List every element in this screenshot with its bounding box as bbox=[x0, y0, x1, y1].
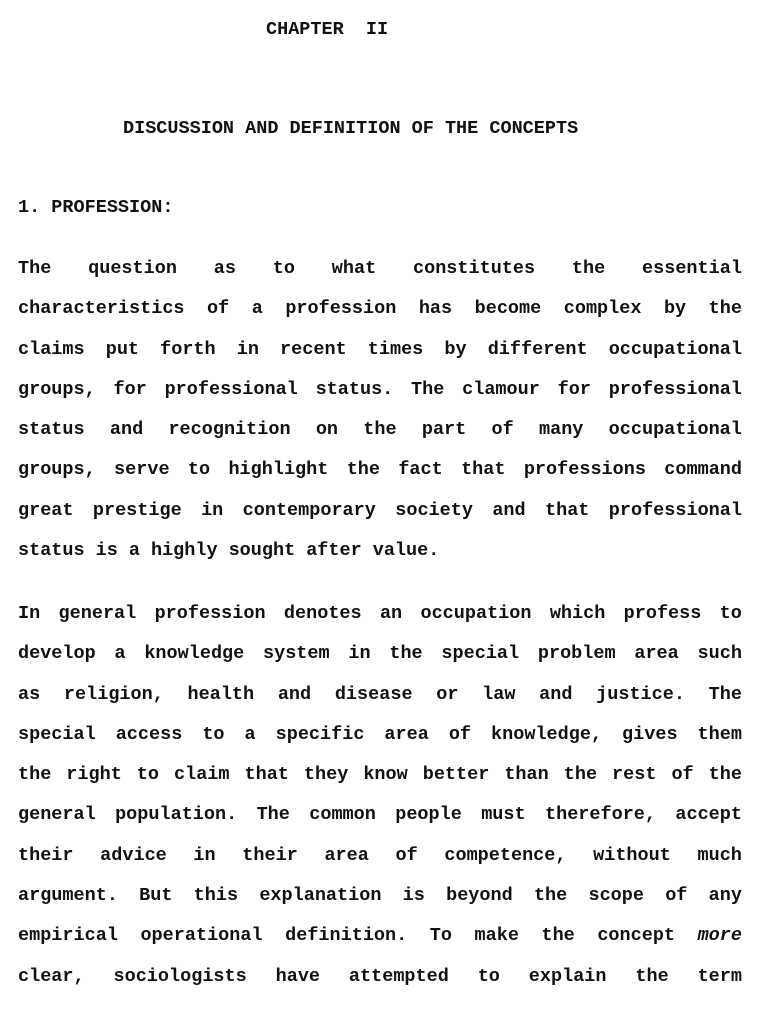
word: must bbox=[481, 804, 526, 826]
text-line bbox=[18, 458, 742, 498]
word: a bbox=[114, 643, 126, 665]
word: much bbox=[697, 844, 742, 866]
word: explanation bbox=[259, 885, 382, 907]
word: professional bbox=[164, 378, 298, 400]
paragraph bbox=[18, 602, 742, 1005]
word: highlight bbox=[228, 459, 329, 481]
word: clamour bbox=[462, 378, 540, 400]
word: as bbox=[18, 683, 41, 705]
word: develop bbox=[18, 643, 96, 665]
text-line bbox=[18, 418, 742, 458]
word: term bbox=[697, 965, 742, 987]
word: common bbox=[309, 804, 376, 826]
word: disease bbox=[334, 683, 413, 705]
word: and bbox=[277, 683, 312, 705]
word: professional bbox=[608, 499, 742, 521]
word: recent bbox=[280, 338, 347, 360]
word: clear, bbox=[18, 965, 85, 987]
word: gives bbox=[622, 723, 678, 745]
word: as bbox=[213, 258, 236, 279]
word: status bbox=[18, 419, 85, 441]
word: contemporary bbox=[242, 499, 376, 521]
word: the bbox=[363, 419, 397, 441]
word: groups, bbox=[18, 459, 96, 481]
word: than bbox=[504, 764, 549, 786]
word: definition. bbox=[285, 925, 408, 947]
word: and bbox=[492, 499, 526, 521]
word: to bbox=[719, 603, 742, 624]
word: after bbox=[306, 540, 362, 562]
word: such bbox=[697, 643, 742, 665]
word: The bbox=[256, 804, 290, 826]
word: that bbox=[244, 764, 289, 786]
word: profession bbox=[285, 298, 397, 320]
word: status bbox=[18, 540, 85, 562]
word: the bbox=[635, 965, 669, 987]
text-line bbox=[18, 602, 742, 642]
word: many bbox=[538, 419, 584, 441]
word: area bbox=[384, 723, 429, 745]
word: sought bbox=[228, 540, 296, 562]
word: put bbox=[105, 338, 140, 360]
word: the bbox=[571, 258, 606, 279]
word: area bbox=[634, 643, 679, 665]
word: become bbox=[474, 298, 542, 320]
word: of bbox=[665, 885, 688, 907]
word: by bbox=[663, 298, 687, 320]
word: to bbox=[187, 459, 211, 481]
text-line bbox=[18, 338, 742, 378]
word: health bbox=[187, 683, 255, 705]
word: operational bbox=[140, 925, 263, 947]
word: question bbox=[88, 258, 177, 279]
word: or bbox=[436, 683, 459, 705]
word: what bbox=[331, 258, 377, 279]
section-heading: 1. PROFESSION: bbox=[18, 197, 174, 218]
text-line bbox=[18, 297, 742, 337]
word: have bbox=[275, 965, 321, 987]
word: The bbox=[708, 683, 742, 705]
word: great bbox=[18, 499, 74, 521]
word: claim bbox=[174, 764, 230, 786]
word: more bbox=[697, 925, 742, 947]
text-line bbox=[18, 965, 742, 1005]
text-line bbox=[18, 683, 742, 723]
word: essential bbox=[642, 258, 742, 279]
word: access bbox=[115, 723, 183, 745]
word: specific bbox=[275, 723, 365, 745]
word: general bbox=[58, 603, 137, 624]
word: they bbox=[303, 764, 349, 786]
word: argument. bbox=[18, 885, 118, 907]
word: and bbox=[109, 419, 144, 441]
word: recognition bbox=[168, 419, 291, 441]
word: occupational bbox=[608, 338, 742, 360]
word: is bbox=[402, 885, 425, 907]
word: right bbox=[66, 764, 122, 786]
word: The bbox=[18, 258, 52, 279]
word: part bbox=[421, 419, 467, 441]
word: any bbox=[708, 885, 742, 907]
word: justice. bbox=[596, 683, 685, 705]
word: is bbox=[95, 540, 118, 562]
word: characteristics bbox=[18, 298, 185, 320]
paragraph bbox=[18, 257, 742, 579]
word: profess bbox=[623, 603, 702, 624]
word: that bbox=[461, 459, 506, 481]
word: system bbox=[263, 643, 330, 665]
word: competence, bbox=[444, 844, 567, 866]
text-line bbox=[18, 924, 742, 964]
text-line bbox=[18, 803, 742, 843]
word: better bbox=[422, 764, 490, 786]
word: for bbox=[557, 378, 591, 400]
word: rest bbox=[612, 764, 657, 786]
word: the bbox=[708, 764, 742, 786]
word: The bbox=[411, 378, 445, 400]
word: attempted bbox=[348, 965, 449, 987]
word: and bbox=[539, 683, 573, 705]
word: scope bbox=[588, 885, 644, 907]
word: of bbox=[207, 298, 230, 320]
word: sociologists bbox=[113, 965, 247, 987]
word: the bbox=[389, 643, 423, 665]
text-line bbox=[18, 723, 742, 763]
word: a bbox=[128, 540, 140, 562]
word: law bbox=[482, 683, 516, 705]
word: explain bbox=[528, 965, 607, 987]
word: them bbox=[697, 723, 742, 745]
word: area bbox=[324, 844, 369, 866]
word: of bbox=[671, 764, 694, 786]
word: occupational bbox=[608, 419, 742, 441]
chapter-title: DISCUSSION AND DEFINITION OF THE CONCEPTS bbox=[123, 118, 579, 139]
word: the bbox=[708, 298, 742, 320]
word: in bbox=[348, 643, 371, 665]
word: highly bbox=[150, 540, 218, 562]
word: people bbox=[395, 804, 462, 826]
text-line bbox=[18, 642, 742, 682]
word: to bbox=[202, 723, 225, 745]
word: complex bbox=[563, 298, 642, 320]
word: to bbox=[136, 764, 160, 786]
word: for bbox=[113, 378, 147, 400]
text-line bbox=[18, 763, 742, 803]
word: in bbox=[236, 338, 259, 360]
word: general bbox=[18, 804, 96, 826]
word: a bbox=[251, 298, 263, 320]
word: profession bbox=[154, 603, 266, 624]
word: their bbox=[242, 844, 298, 866]
word: empirical bbox=[18, 925, 118, 947]
word: the bbox=[563, 764, 598, 786]
word: to bbox=[272, 258, 295, 279]
word: know bbox=[363, 764, 408, 786]
word: occupation bbox=[420, 603, 532, 624]
word: without bbox=[593, 844, 671, 866]
word: problem bbox=[537, 643, 616, 665]
word: therefore, bbox=[544, 804, 657, 826]
word: of bbox=[491, 419, 514, 441]
word: status. bbox=[315, 378, 394, 400]
word: advice bbox=[100, 844, 167, 866]
word: that bbox=[544, 499, 590, 521]
word: population. bbox=[115, 804, 238, 826]
chapter-heading: CHAPTER II bbox=[266, 19, 389, 40]
word: concept bbox=[597, 925, 676, 947]
word: has bbox=[418, 298, 453, 320]
text-line bbox=[18, 378, 742, 418]
word: In bbox=[18, 603, 41, 624]
word: accept bbox=[675, 804, 742, 826]
word: constitutes bbox=[412, 258, 536, 279]
word: professional bbox=[608, 378, 742, 400]
word: different bbox=[487, 338, 588, 360]
word: special bbox=[18, 723, 96, 745]
word: in bbox=[201, 499, 224, 521]
word: value. bbox=[372, 540, 440, 562]
word: fact bbox=[398, 459, 443, 481]
text-line bbox=[18, 844, 742, 884]
text-line bbox=[18, 499, 742, 539]
word: their bbox=[18, 844, 74, 866]
word: professions bbox=[523, 459, 646, 481]
word: a bbox=[244, 723, 256, 745]
word: the bbox=[541, 925, 575, 947]
word: knowledge bbox=[144, 643, 245, 665]
word: this bbox=[193, 885, 239, 907]
word: on bbox=[315, 419, 339, 441]
word: serve bbox=[114, 459, 170, 481]
word: beyond bbox=[446, 885, 513, 907]
word: society bbox=[395, 499, 473, 521]
word: the bbox=[533, 885, 568, 907]
word: denotes bbox=[283, 603, 362, 624]
word: make bbox=[474, 925, 519, 947]
word: the bbox=[18, 764, 52, 786]
word: knowledge, bbox=[491, 723, 603, 745]
word: religion, bbox=[63, 683, 164, 705]
word: an bbox=[379, 603, 403, 624]
word: by bbox=[444, 338, 467, 360]
word: But bbox=[139, 885, 173, 907]
word: claims bbox=[18, 338, 85, 360]
word: to bbox=[477, 965, 500, 987]
word: forth bbox=[160, 338, 216, 360]
word: groups, bbox=[18, 378, 96, 400]
word: prestige bbox=[92, 499, 182, 521]
text-line bbox=[18, 539, 742, 579]
text-line bbox=[18, 257, 742, 297]
word: of bbox=[395, 844, 418, 866]
word: To bbox=[429, 925, 452, 947]
word: which bbox=[549, 603, 606, 624]
word: special bbox=[441, 643, 520, 665]
word: the bbox=[346, 459, 380, 481]
word: times bbox=[367, 338, 424, 360]
word: command bbox=[664, 459, 742, 481]
word: of bbox=[448, 723, 472, 745]
text-line bbox=[18, 884, 742, 924]
word: in bbox=[193, 844, 216, 866]
